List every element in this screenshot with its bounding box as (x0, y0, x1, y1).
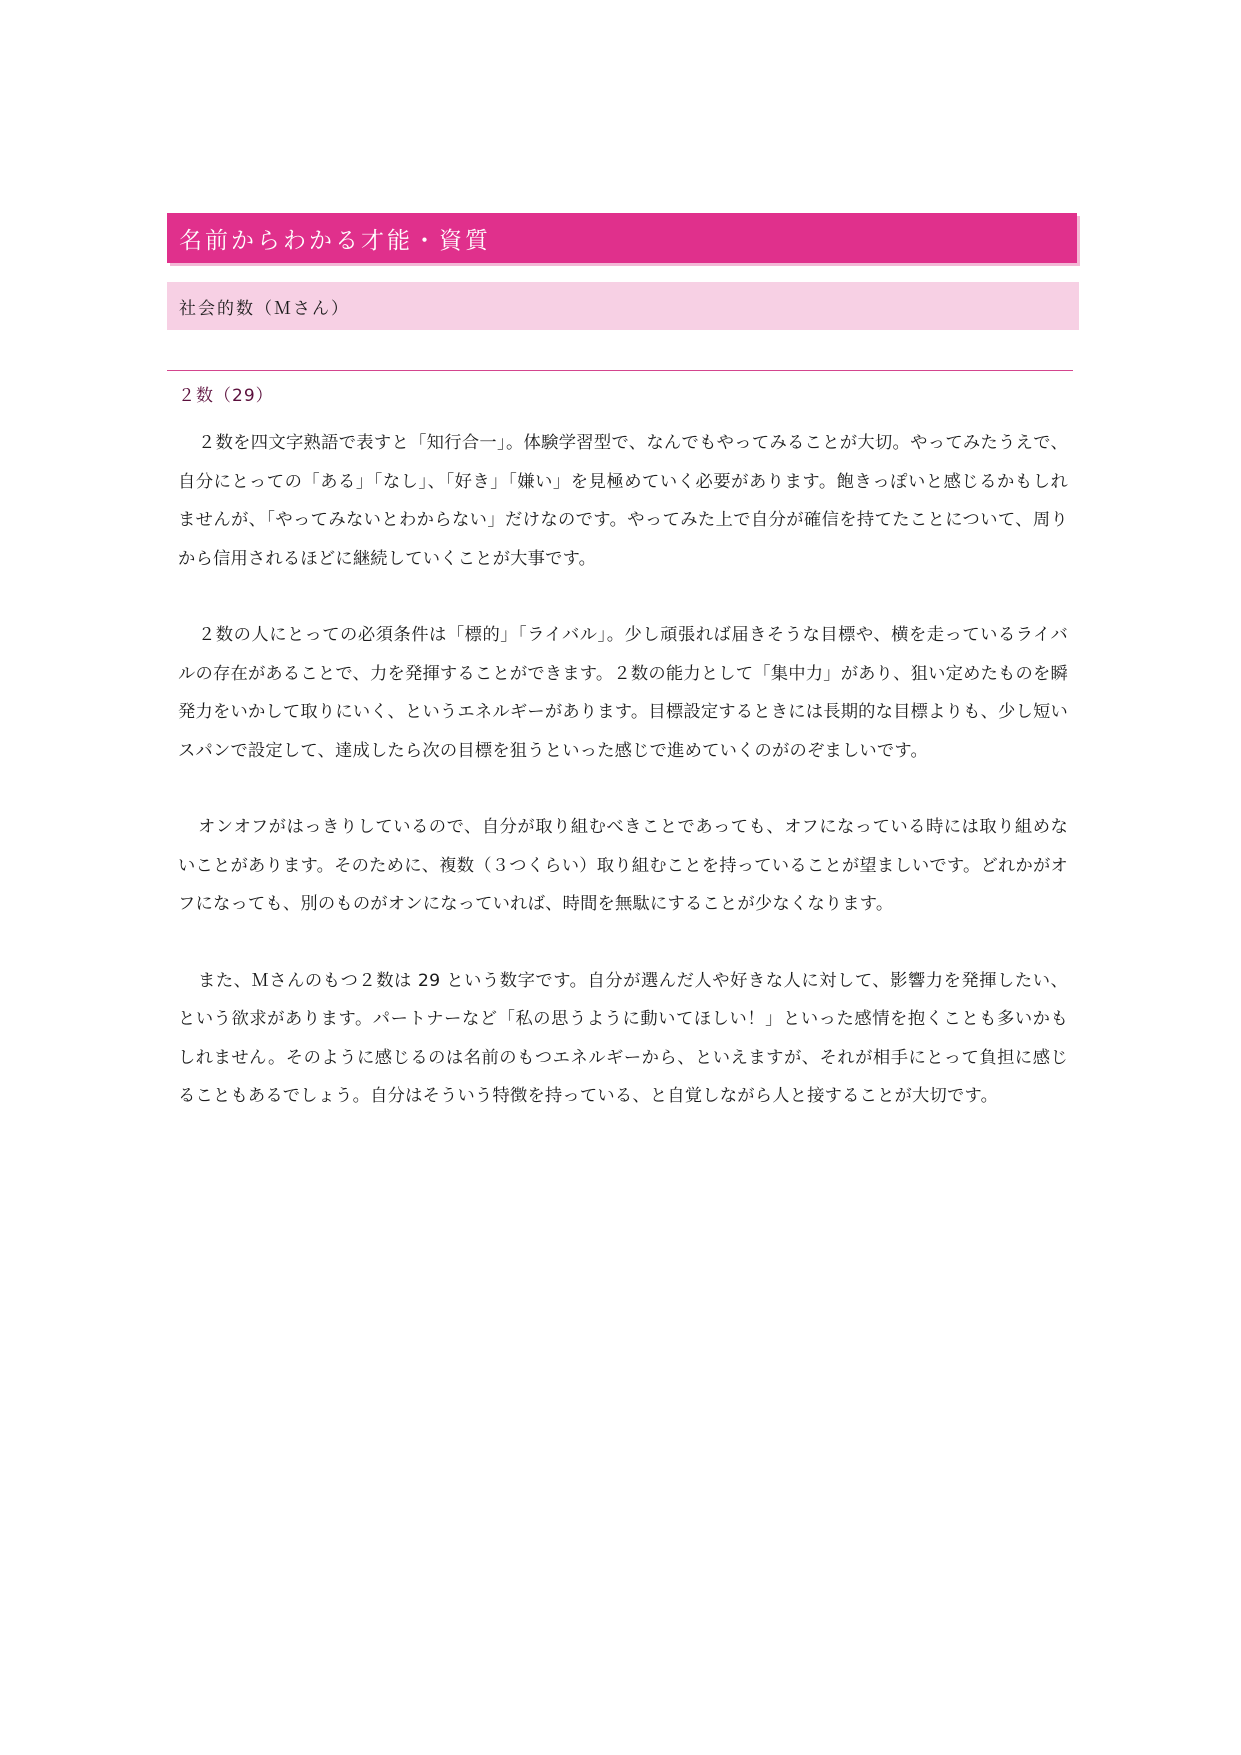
body-text (178, 424, 1068, 1154)
page-title: 名前からわかる才能・資質 (179, 227, 491, 254)
page-subtitle: 社会的数（Ｍさん） (179, 298, 350, 319)
paragraph-2: ２数の人にとっての必須条件は「標的」「ライバル」。少し頑張れば届きそうな目標や、横を走っているライバルの存在があることで、力を発揮することができます。２数の能力として「集中力」があり、狙い定めたものを瞬発力をいかして取りにいく、というエネルギーがあります。目標設定するときには長期的な目標よりも、少し短いスパンで設定して、達成したら次の目標を狙うといった感じで進めていくのがのぞましいです。 (178, 625, 1068, 761)
title-banner (167, 213, 1077, 263)
subtitle-banner (167, 282, 1079, 330)
section-heading: ２数（29） (178, 386, 274, 406)
paragraph-3: オンオフがはっきりしているので、自分が取り組むべきことであっても、オフになっている時には取り組めないことがあります。そのために、複数（３つくらい）取り組むことを持っていることが望ましいです。どれかがオフになっても、別のものがオンになっていれば、時間を無駄にすることが少なくなります。 (178, 817, 1068, 914)
paragraph-1: ２数を四文字熟語で表すと「知行合一」。体験学習型で、なんでもやってみることが大切。やってみたうえで、自分にとっての「ある」「なし」、「好き」「嫌い」を見極めていく必要があります。飽きっぽいと感じるかもしれませんが、「やってみないとわからない」だけなのです。やってみた上で自分が確信を持てたことについて、周りから信用されるほどに継続していくことが大事です。 (178, 433, 1068, 569)
paragraph-4: また、Ｍさんのもつ２数は 29 という数字です。自分が選んだ人や好きな人に対して、影響力を発揮したい、という欲求があります。パートナーなど「私の思うように動いてほしい！」といった感情を抱くことも多いかもしれません。そのように感じるのは名前のもつエネルギーから、といえますが、それが相手にとって負担に感じることもあるでしょう。自分はそういう特徴を持っている、と自覚しながら人と接することが大切です。 (178, 970, 1068, 1106)
section-divider (167, 370, 1073, 371)
